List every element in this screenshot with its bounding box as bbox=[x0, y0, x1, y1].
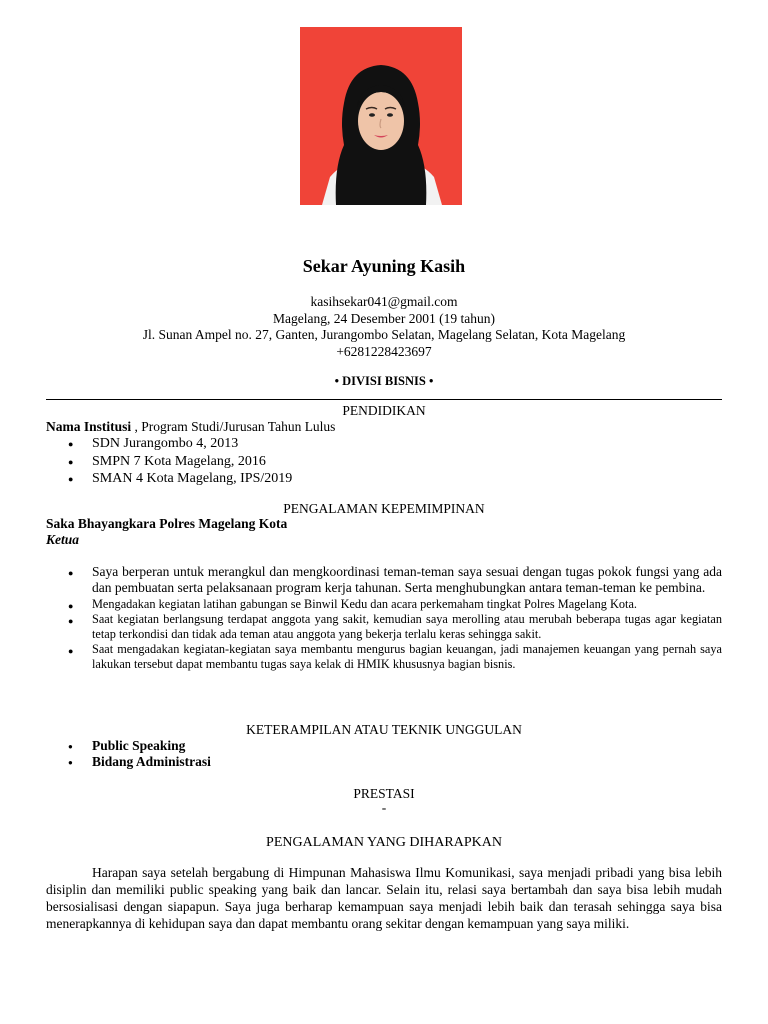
list-item: ● SDN Jurangombo 4, 2013 bbox=[46, 435, 722, 452]
kepemimpinan-title: PENGALAMAN KEPEMIMPINAN bbox=[283, 501, 485, 516]
harapan-title: PENGALAMAN YANG DIHARAPKAN bbox=[266, 835, 502, 850]
list-item: ● Public Speaking bbox=[46, 738, 722, 754]
list-item: ● SMPN 7 Kota Magelang, 2016 bbox=[46, 453, 722, 470]
keterampilan-section bbox=[46, 738, 722, 771]
list-item: ● Saat mengadakan kegiatan-kegiatan saya membantu mengurus bagian keuangan, jadi manajemen keuangan yang pernah saya lakukan tersebut dapat membantu tugas saya kelak di HMIK khususnya bagian bisnis. bbox=[46, 642, 722, 672]
kepemimpinan-section bbox=[46, 516, 722, 672]
keterampilan-list bbox=[46, 738, 722, 771]
list-item: ● Saya berperan untuk merangkul dan mengkoordinasi teman-teman saya sesuai dengan tugas pokok fungsi yang ada dan pembuatan serta pelaksanaan program kerja tahunan. Serta menghubungkan antara teman-teman ke pembina. bbox=[46, 564, 722, 597]
kepemimpinan-list bbox=[46, 564, 722, 672]
pendidikan-title: PENDIDIKAN bbox=[342, 403, 426, 418]
pendidikan-header-bold: Nama Institusi bbox=[46, 419, 132, 434]
contact-block bbox=[46, 294, 722, 360]
prestasi-value: - bbox=[381, 800, 387, 815]
list-item: ● Bidang Administrasi bbox=[46, 754, 722, 770]
birth-text: Magelang, 24 Desember 2001 (19 tahun) bbox=[273, 310, 495, 326]
prestasi-title: PRESTASI bbox=[353, 786, 415, 801]
pendidikan-list bbox=[46, 435, 722, 486]
harapan-text: Harapan saya setelah bergabung di Himpunan Mahasiswa Ilmu Komunikasi, saya menjadi pribadi yang bisa lebih disiplin dan memiliki public speaking yang baik dan lancar. Selain itu, relasi saya bertambah dan saya bisa lebih mudah bersosialisasi dengan siapapun. Saya juga berharap kemampuan saya menjadi lebih baik dan terasah sehingga saya bisa menerapkannya di kehidupan saya dan dapat membantu orang sekitar dengan kemampuan yang saya miliki. bbox=[46, 865, 722, 931]
cv-name: Sekar Ayuning Kasih bbox=[302, 256, 466, 276]
profile-photo bbox=[300, 27, 462, 205]
keterampilan-title: KETERAMPILAN ATAU TEKNIK UNGGULAN bbox=[246, 722, 522, 737]
divisi-label: • DIVISI BISNIS • bbox=[334, 374, 434, 388]
list-item: ● Mengadakan kegiatan latihan gabungan se Binwil Kedu dan acara perkemaham tingkat Polres Magelang Kota. bbox=[46, 597, 722, 612]
pendidikan-header bbox=[46, 419, 722, 435]
portrait-image bbox=[300, 27, 462, 205]
list-item: ● SMAN 4 Kota Magelang, IPS/2019 bbox=[46, 470, 722, 487]
divider-line bbox=[46, 399, 722, 400]
list-item: ● Saat kegiatan berlangsung terdapat anggota yang sakit, kemudian saya merolling atau merubah beberapa tugas agar kegiatan tetap terkondisi dan tidak ada teman atau anggota yang bekerja terlalu keras sehingga sakit. bbox=[46, 612, 722, 642]
email-text: kasihsekar041@gmail.com bbox=[310, 294, 458, 309]
pendidikan-header-rest: , Program Studi/Jurusan Tahun Lulus bbox=[131, 419, 336, 434]
org-name: Saka Bhayangkara Polres Magelang Kota bbox=[46, 516, 288, 531]
address-text: Jl. Sunan Ampel no. 27, Ganten, Jurangombo Selatan, Magelang Selatan, Kota Magelang bbox=[142, 327, 626, 342]
phone-text: +6281228423697 bbox=[336, 343, 432, 359]
org-role: Ketua bbox=[46, 532, 80, 548]
pendidikan-section bbox=[46, 419, 722, 487]
